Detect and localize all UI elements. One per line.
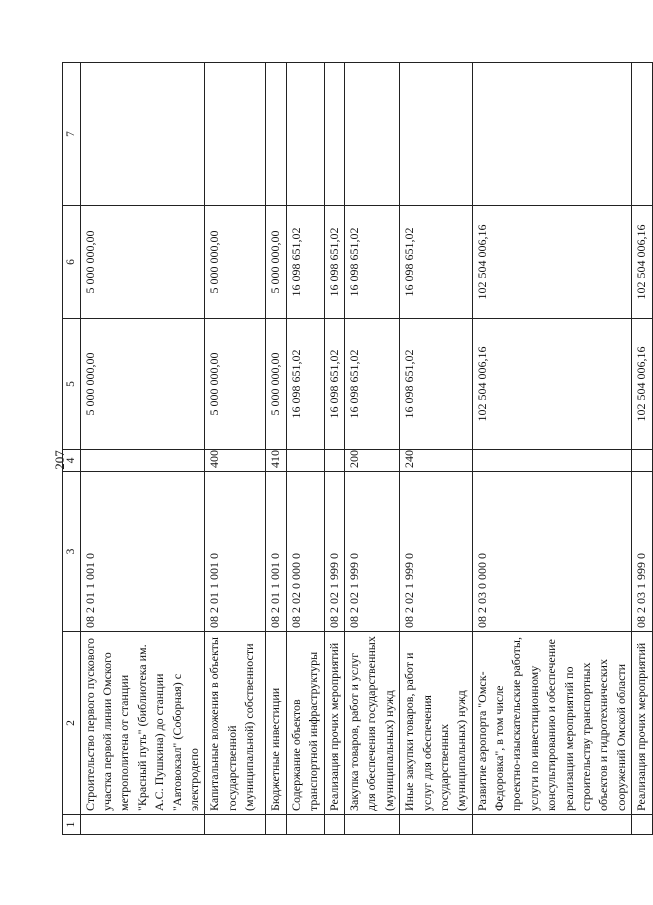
- row-col5: 5 000 000,00: [80, 319, 205, 450]
- row-code: 08 2 03 0 000 0: [472, 472, 632, 632]
- row-col7: [472, 63, 632, 206]
- row-col6: 16 098 651,02: [400, 206, 473, 319]
- row-vr: 410: [266, 450, 286, 472]
- row-col6: 16 098 651,02: [324, 206, 344, 319]
- row-col7: [286, 63, 324, 206]
- row-name: Содержание объектов транспортной инфраструктуры: [286, 632, 324, 815]
- budget-table: [62, 62, 653, 835]
- row-col6: 102 504 006,16: [632, 206, 652, 319]
- header-cell-1: 1: [63, 815, 81, 835]
- row-number-cell: [324, 815, 344, 835]
- table-row: [205, 63, 266, 835]
- row-vr: [472, 450, 632, 472]
- table-row: [80, 63, 205, 835]
- row-code: 08 2 02 1 999 0: [344, 472, 399, 632]
- table-row: [324, 63, 344, 835]
- row-col6: 5 000 000,00: [80, 206, 205, 319]
- row-code: 08 2 01 1 001 0: [266, 472, 286, 632]
- row-vr: 240: [400, 450, 473, 472]
- row-number-cell: [266, 815, 286, 835]
- row-vr: [324, 450, 344, 472]
- row-col5: 16 098 651,02: [400, 319, 473, 450]
- row-vr: 200: [344, 450, 399, 472]
- row-code: 08 2 01 1 001 0: [205, 472, 266, 632]
- table-row: [400, 63, 473, 835]
- row-vr: 400: [205, 450, 266, 472]
- table-row: [344, 63, 399, 835]
- row-col6: 102 504 006,16: [472, 206, 632, 319]
- row-col6: 5 000 000,00: [266, 206, 286, 319]
- row-name: Капитальные вложения в объекты государственной (муниципальной) собственности: [205, 632, 266, 815]
- row-col6: 5 000 000,00: [205, 206, 266, 319]
- row-vr: [80, 450, 205, 472]
- row-col7: [400, 63, 473, 206]
- row-code: 08 2 01 1 001 0: [80, 472, 205, 632]
- row-col7: [344, 63, 399, 206]
- row-code: 08 2 02 1 999 0: [324, 472, 344, 632]
- row-col6: 16 098 651,02: [286, 206, 324, 319]
- row-col7: [324, 63, 344, 206]
- row-name: Реализация прочих мероприятий: [632, 632, 652, 815]
- row-number-cell: [400, 815, 473, 835]
- row-number-cell: [344, 815, 399, 835]
- page-number: 207: [52, 450, 67, 470]
- row-number-cell: [472, 815, 632, 835]
- row-vr: [286, 450, 324, 472]
- row-col6: 16 098 651,02: [344, 206, 399, 319]
- table-row: [472, 63, 632, 835]
- header-cell-2: 2: [63, 632, 81, 815]
- row-col7: [205, 63, 266, 206]
- table-row: [286, 63, 324, 835]
- header-cell-4: 4: [63, 450, 81, 472]
- row-col7: [266, 63, 286, 206]
- row-col5: 16 098 651,02: [324, 319, 344, 450]
- row-col5: 5 000 000,00: [205, 319, 266, 450]
- row-name: Иные закупки товаров, работ и услуг для обеспечения государственных (муниципальных) нужд: [400, 632, 473, 815]
- header-cell-5: 5: [63, 319, 81, 450]
- row-code: 08 2 02 0 000 0: [286, 472, 324, 632]
- row-col5: 5 000 000,00: [266, 319, 286, 450]
- header-cell-7: 7: [63, 63, 81, 206]
- row-number-cell: [632, 815, 652, 835]
- row-name: Бюджетные инвестиции: [266, 632, 286, 815]
- row-number-cell: [286, 815, 324, 835]
- header-cell-3: 3: [63, 472, 81, 632]
- row-name: Строительство первого пускового участка первой линии Омского метрополитена от станции "Красный путь" (библиотека им. А.С. Пушкина) до станции "Автовокзал" (Соборная) с электродепо: [80, 632, 205, 815]
- row-col5: 16 098 651,02: [344, 319, 399, 450]
- row-number-cell: [205, 815, 266, 835]
- row-name: Закупка товаров, работ и услуг для обеспечения государственных (муниципальных) нужд: [344, 632, 399, 815]
- row-vr: [632, 450, 652, 472]
- row-col7: [632, 63, 652, 206]
- row-name: Реализация прочих мероприятий: [324, 632, 344, 815]
- row-col5: 16 098 651,02: [286, 319, 324, 450]
- header-row: [63, 63, 81, 835]
- row-code: 08 2 02 1 999 0: [400, 472, 473, 632]
- row-code: 08 2 03 1 999 0: [632, 472, 652, 632]
- row-col7: [80, 63, 205, 206]
- table-row: [266, 63, 286, 835]
- row-col5: 102 504 006,16: [632, 319, 652, 450]
- row-col5: 102 504 006,16: [472, 319, 632, 450]
- row-name: Развитие аэропорта "Омск-Федоровка", в том числе проектно-изыскательские работы, услуги по инвестиционному консультированию и обеспечение реализации мероприятий по строительству транспортных объектов и гидротехнических сооружений Омской области: [472, 632, 632, 815]
- budget-table-sheet: [62, 63, 649, 835]
- table-row: [632, 63, 652, 835]
- row-number-cell: [80, 815, 205, 835]
- header-cell-6: 6: [63, 206, 81, 319]
